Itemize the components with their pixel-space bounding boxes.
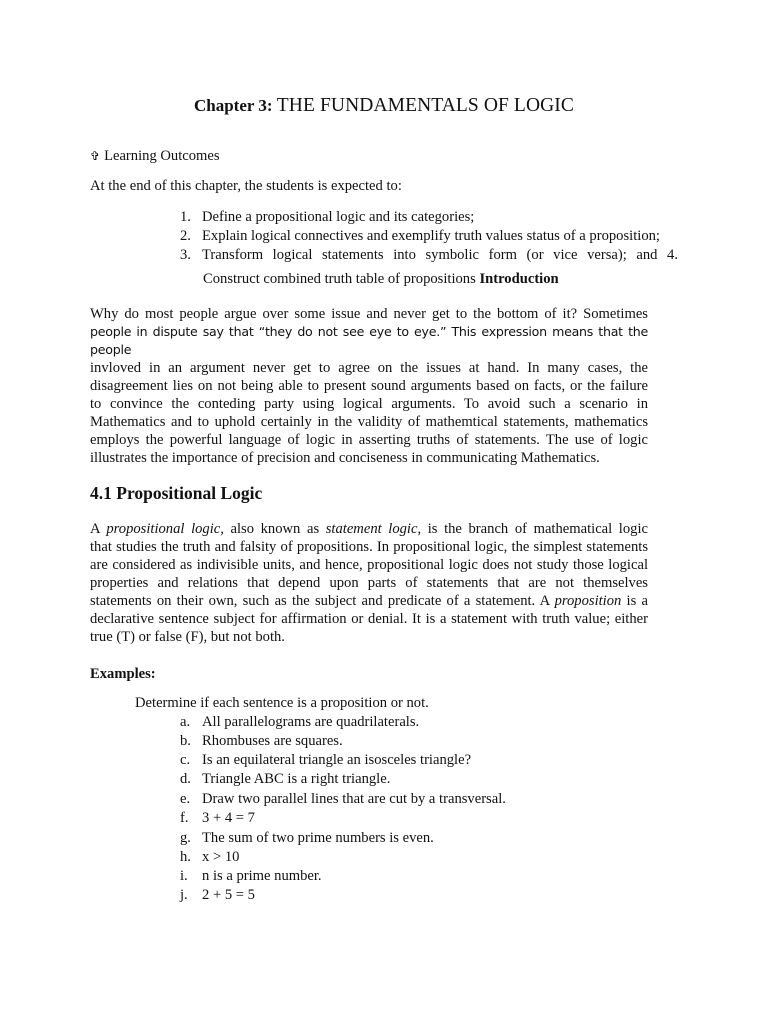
outcome-number: 2. bbox=[180, 228, 191, 244]
text-run: statements on their own, such as the subject and predicate of a statement. A bbox=[90, 593, 555, 609]
outcome-continuation-text: Construct combined truth table of propositions bbox=[203, 271, 480, 287]
paragraph-line: to convince the conteding party using logical arguments. To avoid such a scenario in bbox=[90, 396, 648, 412]
text-run: is a bbox=[621, 593, 648, 609]
outcome-text: Transform logical statements into symbolic form (or vice versa); and 4. bbox=[202, 247, 678, 263]
example-letter: a. bbox=[180, 714, 191, 730]
term-proposition: proposition bbox=[554, 593, 622, 609]
paragraph-line: that studies the truth and falsity of propositions. In propositional logic, the simplest statements bbox=[90, 539, 648, 555]
text-run: A bbox=[90, 521, 107, 537]
chapter-label: Chapter 3: bbox=[193, 96, 277, 115]
section-heading: 4.1 Propositional Logic bbox=[90, 483, 263, 503]
learning-outcomes-label: Learning Outcomes bbox=[104, 148, 220, 164]
paragraph-line: Why do most people argue over some issue and never get to the bottom of it? Sometimes bbox=[90, 306, 648, 322]
paragraph-line: true (T) or false (F), but not both. bbox=[90, 629, 285, 645]
example-text: x > 10 bbox=[202, 849, 240, 865]
example-text: All parallelograms are quadrilaterals. bbox=[202, 714, 420, 730]
paragraph-line: invloved in an argument never get to agree on the issues at hand. In many cases, the bbox=[90, 360, 648, 376]
paragraph-line bbox=[90, 520, 648, 538]
learning-outcomes-heading bbox=[90, 147, 220, 165]
paragraph-line: disagreement lies on not being able to present sound arguments based on facts, or the failure bbox=[90, 378, 648, 394]
example-letter: f. bbox=[180, 810, 189, 826]
outcome-text: Explain logical connectives and exemplify truth values status of a proposition; bbox=[202, 228, 660, 244]
outcome-text: Define a propositional logic and its categories; bbox=[202, 209, 475, 225]
propositional-logic-paragraph bbox=[90, 520, 648, 646]
chapter-title-text: THE FUNDAMENTALS OF LOGIC bbox=[276, 95, 575, 116]
example-text: Is an equilateral triangle an isosceles triangle? bbox=[202, 752, 472, 768]
chapter-title bbox=[0, 95, 768, 117]
paragraph-line: are considered as indivisible units, and hence, propositional logic does not study those logical bbox=[90, 557, 648, 573]
example-letter: c. bbox=[180, 752, 191, 768]
example-text: Rhombuses are squares. bbox=[202, 733, 343, 749]
text-run: , also known as bbox=[220, 521, 326, 537]
examples-intro: Determine if each sentence is a proposition or not. bbox=[135, 695, 429, 711]
term-statement-logic: statement logic bbox=[325, 521, 418, 537]
example-text: n is a prime number. bbox=[202, 868, 322, 884]
outcome-number: 3. bbox=[180, 247, 191, 263]
example-text: 3 + 4 = 7 bbox=[202, 810, 255, 826]
example-text: 2 + 5 = 5 bbox=[202, 887, 255, 903]
examples-heading: Examples: bbox=[90, 666, 156, 682]
cross-icon: ✞ bbox=[90, 149, 101, 163]
outcome-number: 1. bbox=[180, 209, 191, 225]
paragraph-line: properties and relations that depend upon parts of statements that are not themselves bbox=[90, 575, 648, 591]
introduction-heading: Introduction bbox=[479, 271, 559, 287]
example-letter: j. bbox=[180, 887, 188, 903]
paragraph-line: illustrates the importance of precision and conciseness in communicating Mathematics. bbox=[90, 450, 600, 466]
example-letter: b. bbox=[180, 733, 191, 749]
learning-outcomes-intro: At the end of this chapter, the students is expected to: bbox=[90, 178, 402, 194]
example-text: The sum of two prime numbers is even. bbox=[202, 830, 434, 846]
intro-paragraph bbox=[90, 305, 648, 467]
example-text: Draw two parallel lines that are cut by a transversal. bbox=[202, 791, 506, 807]
paragraph-line: people in dispute say that “they do not see eye to eye.” This expression means that the people bbox=[90, 324, 648, 357]
example-letter: h. bbox=[180, 849, 191, 865]
example-letter: g. bbox=[180, 830, 191, 846]
outcome-continuation bbox=[203, 270, 559, 288]
example-text: Triangle ABC is a right triangle. bbox=[202, 771, 391, 787]
example-letter: i. bbox=[180, 868, 188, 884]
example-letter: d. bbox=[180, 771, 191, 787]
paragraph-line: employs the powerful language of logic in asserting truths of statements. The use of logic bbox=[90, 432, 648, 448]
example-letter: e. bbox=[180, 791, 191, 807]
text-run: , is the branch of mathematical logic bbox=[417, 521, 648, 537]
paragraph-line: Mathematics and to uphold certainly in the validity of mathemtical statements, mathematics bbox=[90, 414, 648, 430]
paragraph-line bbox=[90, 592, 648, 610]
paragraph-line: declarative sentence subject for affirmation or denial. It is a statement with truth value; either bbox=[90, 611, 648, 627]
term-propositional-logic: propositional logic bbox=[106, 521, 221, 537]
